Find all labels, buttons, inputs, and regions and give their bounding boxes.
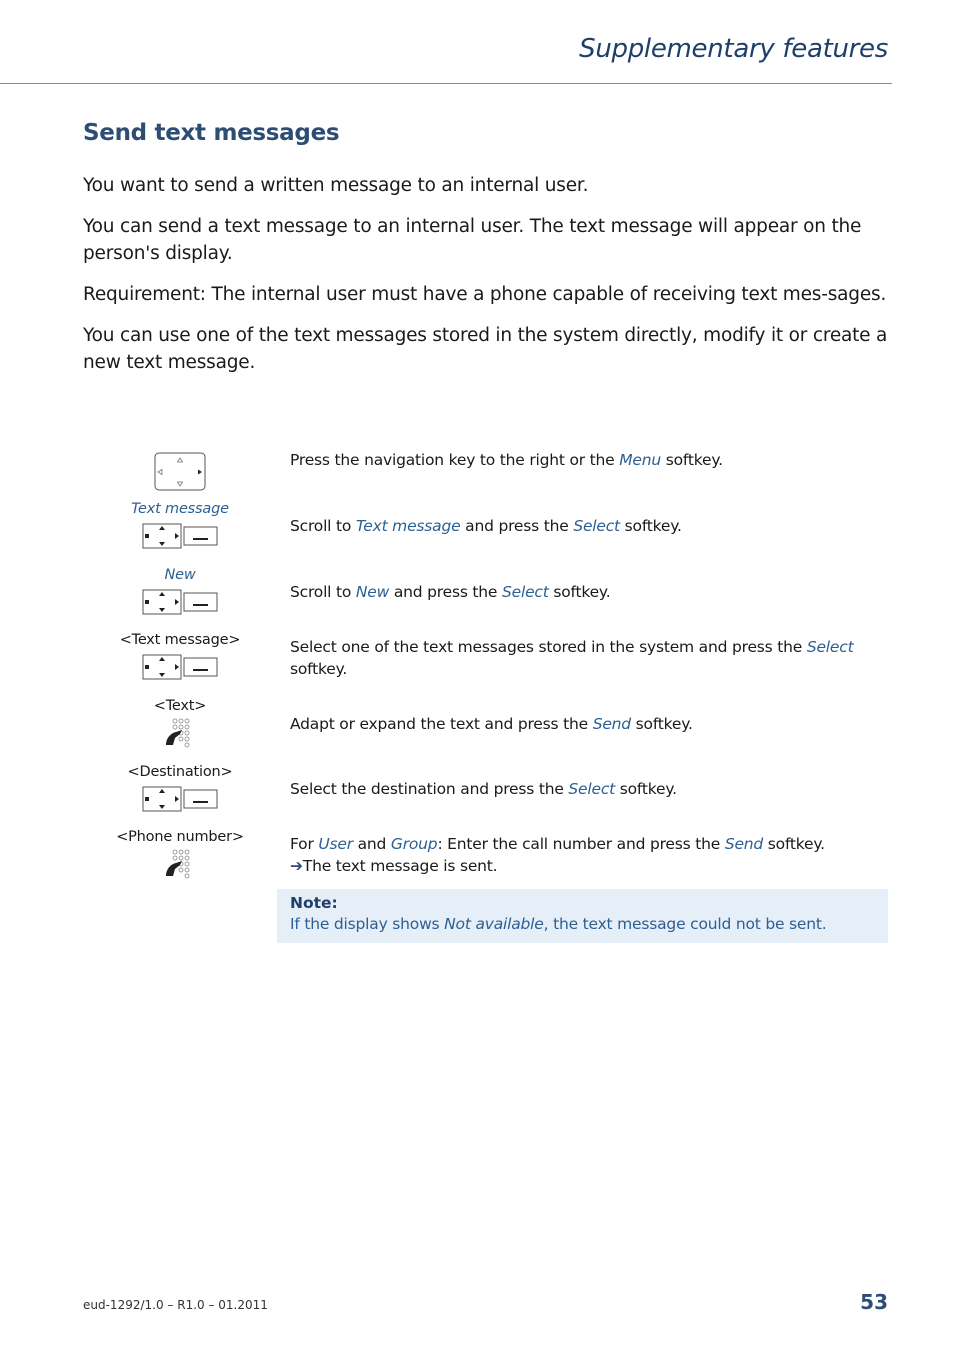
step-control-column xyxy=(100,452,260,496)
section-title: Send text messages xyxy=(83,120,340,146)
step-instruction: Adapt or expand the text and press the Send softkey. xyxy=(290,715,693,733)
keypad-entry-icon xyxy=(100,718,260,748)
step-instruction: Press the navigation key to the right or the Menu softkey. xyxy=(290,451,723,469)
navigation-and-softkey-icon xyxy=(100,784,260,814)
navigation-key-right-icon xyxy=(154,477,206,496)
running-header-title: Supplementary features xyxy=(579,34,888,64)
step-control-column xyxy=(100,696,260,748)
step-control-column xyxy=(100,565,260,617)
step-menu-label: New xyxy=(164,567,196,583)
note-box xyxy=(277,889,888,943)
step-result: ➔The text message is sent. xyxy=(290,857,498,875)
header-divider xyxy=(0,83,892,84)
intro-paragraph: You want to send a written message to an internal user. xyxy=(83,175,589,196)
navigation-and-softkey-icon xyxy=(100,652,260,682)
intro-paragraph: Requirement: The internal user must have a phone capable of receiving text mes-sages. xyxy=(83,284,887,305)
step-control-column xyxy=(100,827,260,879)
step-instruction: Scroll to New and press the Select softkey. xyxy=(290,583,611,601)
step-instruction: For User and Group: Enter the call number and press the Send softkey. ➔The text message is sent. xyxy=(290,833,870,877)
arrow-right-icon: ➔ xyxy=(290,857,303,875)
step-instruction: Select one of the text messages stored in the system and press the Select softkey. xyxy=(290,638,854,678)
navigation-and-softkey-icon xyxy=(100,587,260,617)
step-control-column xyxy=(100,630,260,682)
page-number: 53 xyxy=(860,1290,888,1314)
intro-paragraph: You can send a text message to an internal user. The text message will appear on the person's display. xyxy=(83,216,862,264)
footer-document-id: eud-1292/1.0 – R1.0 – 01.2011 xyxy=(83,1298,268,1312)
step-input-label: <Text> xyxy=(153,698,207,714)
intro-text xyxy=(83,172,891,390)
navigation-and-softkey-icon xyxy=(100,521,260,551)
intro-paragraph: You can use one of the text messages stored in the system directly, modify it or create a new text message. xyxy=(83,325,888,373)
step-menu-label: Text message xyxy=(131,501,229,517)
note-title: Note: xyxy=(290,894,338,912)
step-input-label: <Destination> xyxy=(127,764,233,780)
note-text: If the display shows Not available, the text message could not be sent. xyxy=(290,915,827,933)
keypad-entry-icon xyxy=(100,849,260,879)
step-instruction: Select the destination and press the Select softkey. xyxy=(290,780,677,798)
step-control-column xyxy=(100,499,260,551)
step-input-label: <Text message> xyxy=(119,632,241,648)
step-input-label: <Phone number> xyxy=(116,829,244,845)
step-control-column xyxy=(100,762,260,814)
menu-softkey-term: Menu xyxy=(619,451,662,469)
step-instruction: Scroll to Text message and press the Select softkey. xyxy=(290,517,682,535)
